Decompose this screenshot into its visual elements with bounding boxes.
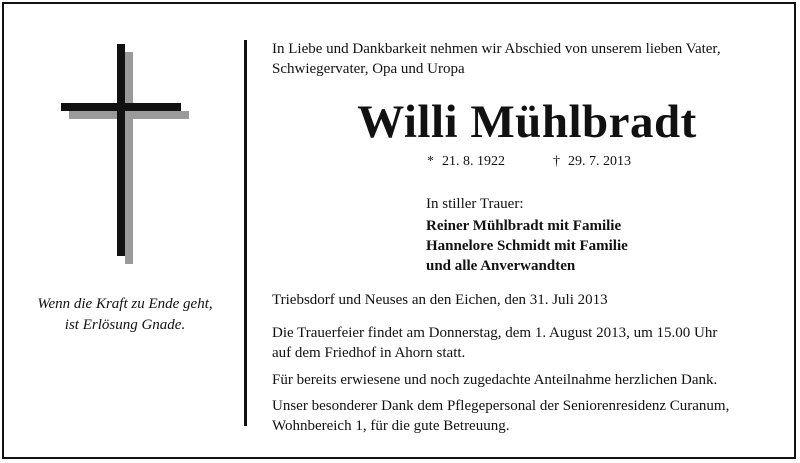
birth-date-value: 21. 8. 1922 — [442, 154, 505, 169]
latin-cross-icon — [4, 4, 246, 304]
cross-shadow-vertical — [125, 52, 133, 264]
intro-text — [272, 39, 782, 79]
death-dagger-icon: † — [553, 154, 560, 169]
special-thanks — [272, 396, 782, 436]
mourners-list — [426, 216, 782, 276]
intro-line-2: Schwiegervater, Opa und Uropa — [272, 61, 465, 77]
birth-date — [427, 153, 505, 171]
right-column — [272, 4, 782, 461]
special-thanks-line-2: Wohnbereich 1, für die gute Betreuung. — [272, 418, 510, 434]
cross-vertical-beam — [117, 44, 125, 256]
left-column — [4, 4, 246, 461]
thanks-text: Für bereits erwiesene und noch zugedachte Anteilnahme herzlichen Dank. — [272, 372, 718, 388]
service-line-2: auf dem Friedhof in Ahorn statt. — [272, 345, 466, 361]
special-thanks-line-1: Unser besonderer Dank dem Pflegepersonal der Seniorenresidenz Curanum, — [272, 398, 730, 414]
obituary-notice — [2, 2, 796, 459]
mourners-block — [426, 194, 782, 276]
intro-line-1: In Liebe und Dankbarkeit nehmen wir Abschied von unserem lieben Vater, — [272, 41, 721, 57]
funeral-service-info — [272, 323, 782, 363]
place-and-date: Triebsdorf und Neuses an den Eichen, den 31. Juli 2013 — [272, 292, 608, 308]
cross-horizontal-beam — [61, 103, 181, 111]
mourner-name: Reiner Mühlbradt mit Familie — [426, 218, 622, 234]
quote-line-2: ist Erlösung Gnade. — [64, 317, 186, 333]
deceased-name: Willi Mühlbradt — [357, 96, 697, 148]
quote-line-1: Wenn die Kraft zu Ende geht, — [37, 296, 213, 312]
death-date — [553, 153, 631, 171]
cross-shadow-horizontal — [69, 111, 189, 119]
mourner-name: und alle Anverwandten — [426, 258, 576, 274]
mourners-heading: In stiller Trauer: — [426, 196, 524, 212]
service-line-1: Die Trauerfeier findet am Donnerstag, dem 1. August 2013, um 15.00 Uhr — [272, 325, 718, 341]
mourner-name: Hannelore Schmidt mit Familie — [426, 238, 628, 254]
vertical-divider — [244, 40, 247, 426]
death-date-value: 29. 7. 2013 — [568, 154, 631, 169]
memorial-quote — [4, 294, 246, 336]
birth-star-icon: * — [427, 154, 434, 169]
